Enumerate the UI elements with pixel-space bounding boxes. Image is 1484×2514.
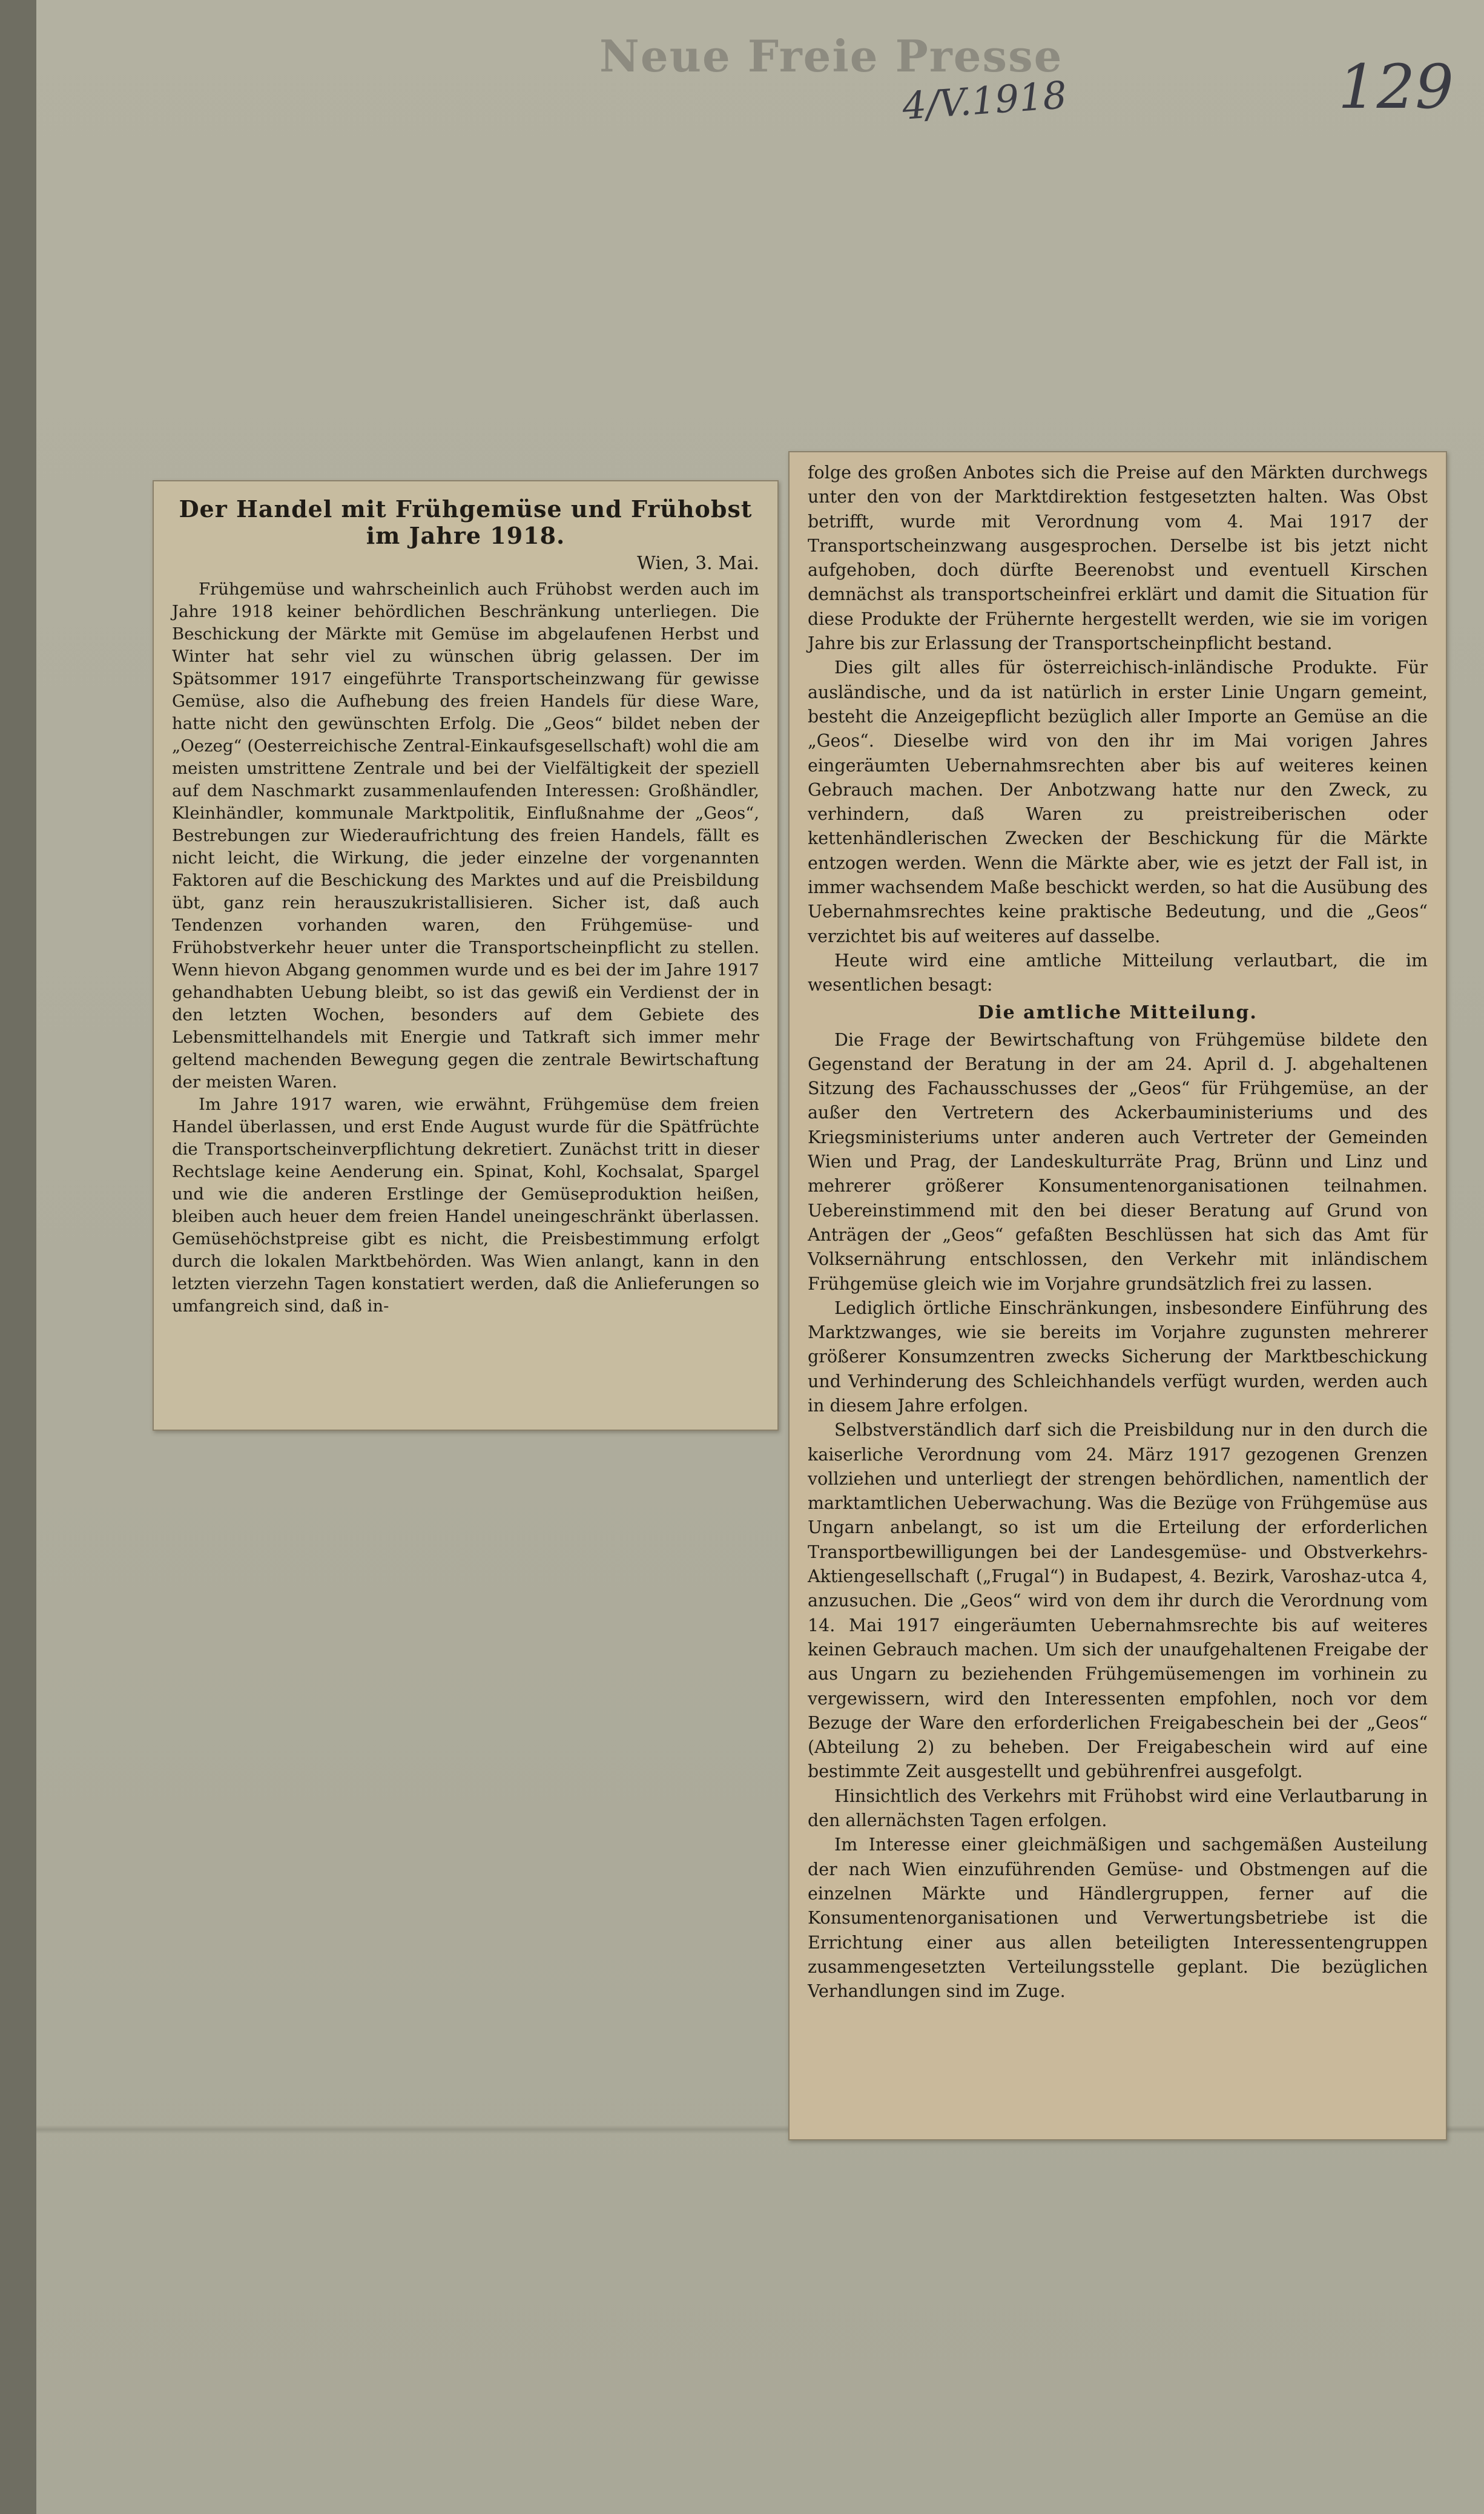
article-paragraph: Frühgemüse und wahrscheinlich auch Frühobst werden auch im Jahre 1918 keiner behördlichen Beschränkung unterliegen. Die Beschickung der Märkte mit Gemüse im abgelaufenen Herbst und Winter hat sehr viel zu wünschen übrig gelassen. Der im Spätsommer 1917 eingeführte Transportscheinzwang für gewisse Gemüse, also die Aufhebung des freien Handels für diese Ware, hatte nicht den gewünschten Erfolg. Die „Geos“ bildet neben der „Oezeg“ (Oesterreichische Zentral-Einkaufsgesellschaft) wohl die am meisten umstrittene Zentrale und bei der Vielfältigkeit der speziell auf dem Naschmarkt zusammenlaufenden Interessen: Großhändler, Kleinhändler, kommunale Marktpolitik, Einflußnahme der „Geos“, Bestrebungen zur Wiederaufrichtung des freien Handels, fällt es nicht leicht, die Wirkung, die jeder einzelne der vorgenannten Faktoren auf die Beschickung des Marktes und auf die Preisbildung übt, ganz rein herauszukristallisieren. Sicher ist, daß auch Tendenzen vorhanden waren, den Frühgemüse- und Frühobstverkehr heuer unter die Transportscheinpflicht zu stellen. Wenn hievon Abgang genommen wurde und es bei der im Jahre 1917 gehandhabten Uebung bleibt, so ist das gewiß ein Verdienst der in den letzten Wochen, besonders auf dem Gebiete des Lebensmittelhandels mit Energie und Tatkraft sich immer mehr geltend machenden Bewegung gegen die zentrale Bewirtschaftung der meisten Waren. [172, 579, 759, 1092]
article-headline: Der Handel mit Frühgemüse und Frühobst im Jahre 1918. [179, 495, 753, 549]
handwritten-date: 4/V.1918 [900, 73, 1069, 128]
article-paragraph: Im Jahre 1917 waren, wie erwähnt, Frühgemüse dem freien Handel überlassen, und erst Ende August wurde für die Spätfrüchte die Transportscheinverpflichtung dekretiert. Zunächst tritt in dieser Rechtslage keine Aenderung ein. Spinat, Kohl, Kochsalat, Spargel und wie die anderen Erstlinge der Gemüseproduktion heißen, bleiben auch heuer dem freien Handel uneingeschränkt überlassen. Gemüsehöchstpreise gibt es nicht, die Preisbestimmung erfolgt durch die lokalen Marktbehörden. Was Wien anlangt, kann in den letzten vierzehn Tagen konstatiert werden, daß die Anlieferungen so umfangreich sind, daß in- [172, 1095, 759, 1316]
article-paragraph: Lediglich örtliche Einschränkungen, insbesondere Einführung des Marktzwanges, wie sie bereits im Vorjahre zugunsten mehrerer größerer Konsumzentren zwecks Sicherung der Marktbeschickung und Verhinderung des Schleichhandels verfügt wurden, werden auch in diesem Jahre erfolgen. [808, 1298, 1428, 1416]
article-paragraph: Hinsichtlich des Verkehrs mit Frühobst wird eine Verlautbarung in den allernächsten Tagen erfolgen. [808, 1786, 1428, 1831]
article-paragraph: Im Interesse einer gleichmäßigen und sachgemäßen Austeilung der nach Wien einzuführenden Gemüse- und Obstmengen auf die einzelnen Märkte und Händlergruppen, ferner auf die Konsumentenorganisationen und Verwertungsbetriebe ist die Errichtung einer aus allen beteiligten Interessentengruppen zusammengesetzten Verteilungsstelle geplant. Die bezüglichen Verhandlungen sind im Zuge. [808, 1835, 1428, 2002]
scan-left-edge [0, 0, 36, 2514]
article-paragraph: folge des großen Anbotes sich die Preise auf den Märkten durchwegs unter den von der Marktdirektion festgesetzten halten. Was Obst betrifft, wurde mit Verordnung vom 4. Mai 1917 der Transportscheinzwang ausgesprochen. Derselbe ist bis jetzt nicht aufgehoben, doch dürfte Beerenobst und eventuell Kirschen demnächst als transportscheinfrei erklärt und damit die Situation für diese Produkte der Frühernte hergestellt werden, wie sie im vorigen Jahre bis zur Erlassung der Transportscheinpflicht bestand. [808, 463, 1428, 654]
clipping-left-column [153, 480, 779, 1431]
article-subhead: Die amtliche Mitteilung. [978, 1001, 1258, 1023]
article-paragraph: Die Frage der Bewirtschaftung von Frühgemüse bildete den Gegenstand der Beratung in der am 24. April d. J. abgehaltenen Sitzung des Fachausschusses der „Geos“ für Frühgemüse, an der außer den Vertretern des Ackerbauministeriums und des Kriegsministeriums unter anderen auch Vertreter der Gemeinden Wien und Prag, der Landeskulturräte Prag, Brünn und Linz und mehrerer größerer Konsumentenorganisationen teilnahmen. Uebereinstimmend mit den bei dieser Beratung auf Grund von Anträgen der „Geos“ gefaßten Beschlüssen hat sich das Amt für Volksernährung entschlossen, den Verkehr mit inländischem Frühgemüse gleich wie im Vorjahre grundsätzlich frei zu lassen. [808, 1029, 1428, 1294]
clipping-right-column [788, 451, 1447, 2140]
page-number: 129 [1338, 51, 1454, 122]
article-dateline: Wien, 3. Mai. [637, 553, 759, 574]
article-paragraph: Selbstverständlich darf sich die Preisbildung nur in den durch die kaiserliche Verordnung vom 24. März 1917 gezogenen Grenzen vollziehen und unterliegt der strengen behördlichen, namentlich der marktamtlichen Ueberwachung. Was die Bezüge von Frühgemüse aus Ungarn anbelangt, so ist um die Erteilung der erforderlichen Transportbewilligungen bei der Landesgemüse- und Obstverkehrs-Aktiengesellschaft („Frugal“) in Budapest, 4. Bezirk, Varoshaz-utca 4, anzusuchen. Die „Geos“ wird von dem ihr durch die Verordnung vom 14. Mai 1917 eingeräumten Uebernahmsrechte bis auf weiteres keinen Gebrauch machen. Um sich der unaufgehaltenen Freigabe der aus Ungarn zu beziehenden Frühgemüsemengen im vorhinein zu vergewissern, wird den Interessenten empfohlen, noch vor dem Bezuge der Ware den erforderlichen Freigabeschein bei der „Geos“ (Abteilung 2) zu beheben. Der Freigabeschein wird auf eine bestimmte Zeit ausgestellt und gebührenfrei ausgefolgt. [808, 1420, 1428, 1782]
source-stamp: Neue Freie Presse [599, 30, 1063, 82]
article-paragraph: Dies gilt alles für österreichisch-inländische Produkte. Für ausländische, und da ist natürlich in erster Linie Ungarn gemeint, besteht die Anzeigepflicht bezüglich aller Importe an Gemüse an die „Geos“. Dieselbe wird von den ihr im Mai vorigen Jahres eingeräumten Uebernahmsrechten aber bis auf weiteres keinen Gebrauch machen. Der Anbotzwang hatte nur den Zweck, zu verhindern, daß Waren zu preistreiberischen oder kettenhändlerischen Zwecken der Beschickung für die Märkte entzogen werden. Wenn die Märkte aber, wie es jetzt der Fall ist, in immer wachsendem Maße beschickt werden, so hat die Ausübung des Uebernahmsrechtes keine praktische Bedeutung, und die „Geos“ verzichtet bis auf weiteres auf dasselbe. [808, 658, 1428, 946]
article-paragraph: Heute wird eine amtliche Mitteilung verlautbart, die im wesentlichen besagt: [808, 950, 1428, 995]
